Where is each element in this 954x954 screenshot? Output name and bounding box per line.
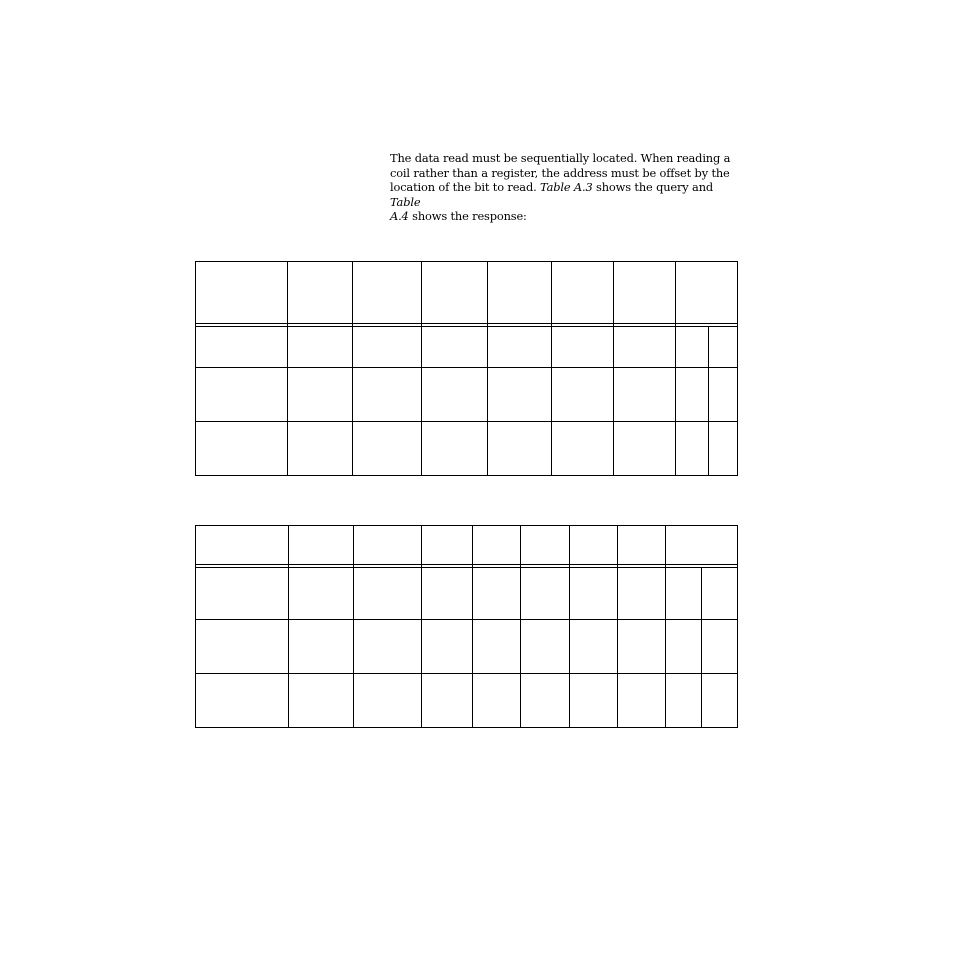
body-paragraph [390, 151, 740, 224]
paragraph-line [390, 209, 740, 224]
paragraph-line [390, 151, 740, 166]
paragraph-line [390, 166, 740, 181]
paragraph-line [390, 180, 740, 209]
text-run: shows the query and [592, 180, 714, 195]
table-reference: A.4 [390, 209, 409, 224]
text-run: coil rather than a register, the address must be offset by the [390, 165, 730, 180]
table-reference: Table [390, 194, 421, 209]
table-a3-query [195, 261, 740, 477]
table-a4-response [195, 525, 740, 729]
text-run: location of the bit to read. [390, 180, 541, 195]
text-run: The data read must be sequentially located. When reading a [390, 151, 731, 165]
text-run: shows the response: [408, 209, 527, 224]
table-reference: Table A.3 [540, 180, 593, 195]
